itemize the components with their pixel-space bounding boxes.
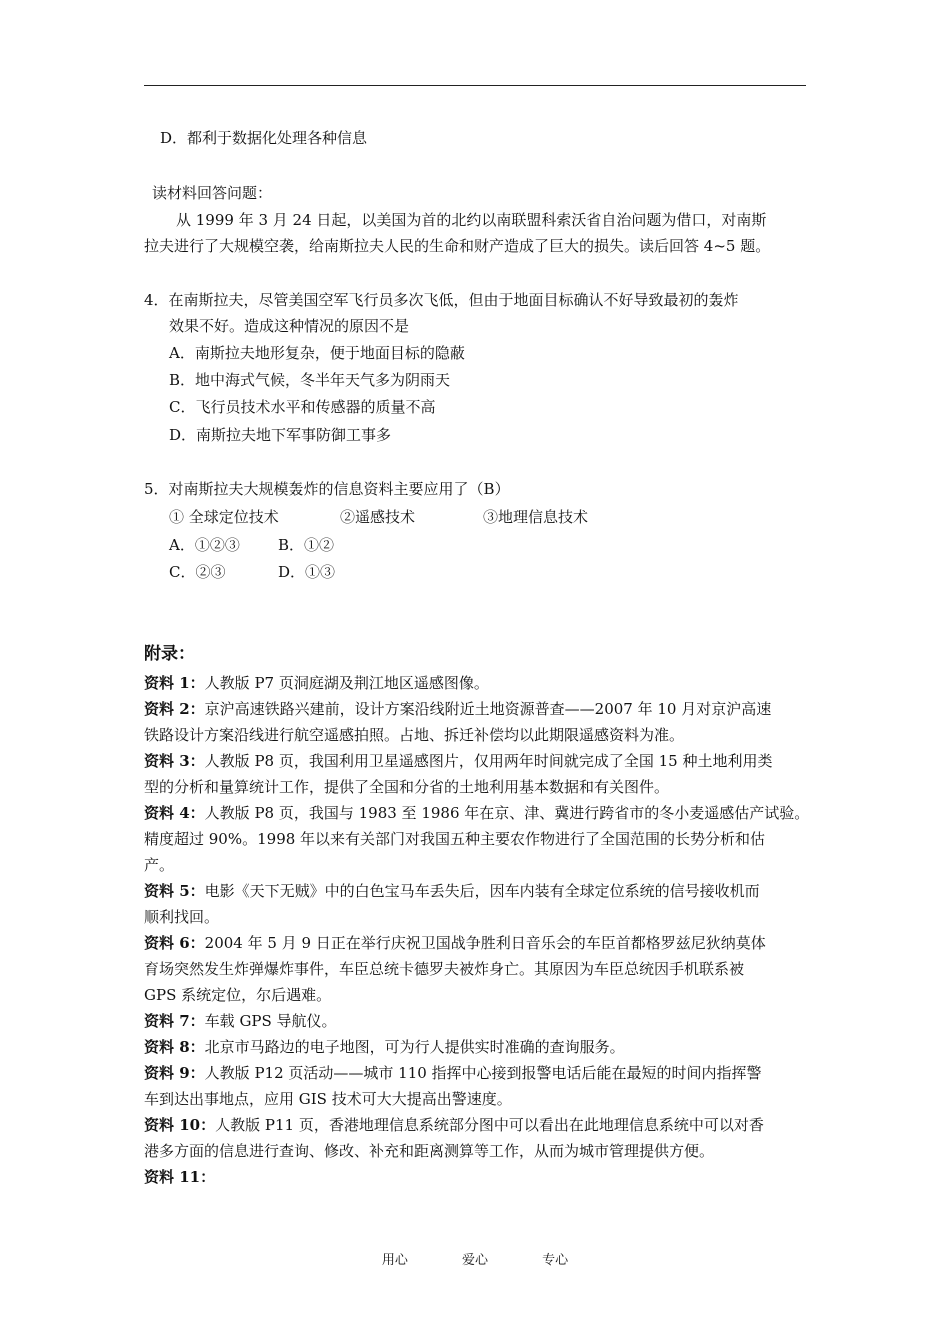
appendix-item-text: 人教版 P11 页，香港地理信息系统部分图中可以看出在此地理信息系统中可以对香	[215, 1116, 764, 1134]
q3-option-d: D．都利于数据化处理各种信息	[160, 129, 368, 147]
appendix-item-2-line-1	[144, 699, 771, 719]
appendix-item-text: 电影《天下无贼》中的白色宝马车丢失后，因车内装有全球定位系统的信号接收机而	[204, 882, 760, 900]
appendix-item-label: 资料 3：	[144, 752, 205, 770]
appendix-item-4-line-2	[144, 829, 765, 849]
appendix-item-label: 资料 10：	[144, 1116, 216, 1134]
footer-word-2: 爱心	[461, 1253, 488, 1268]
appendix-item-7-line-1	[144, 1011, 337, 1031]
appendix-item-text: 铁路设计方案沿线进行航空遥感拍照。占地、拆迁补偿均以此期限遥感资料为准。	[144, 726, 685, 744]
appendix-item-11-line-1	[144, 1167, 215, 1187]
appendix-item-text: 人教版 P12 页活动——城市 110 指挥中心接到报警电话后能在最短的时间内指挥警	[204, 1064, 762, 1082]
material-intro: 读材料回答问题：	[152, 184, 273, 202]
q5-option-c: C．②③	[169, 563, 226, 581]
appendix-item-text: 育场突然发生炸弹爆炸事件，车臣总统卡德罗夫被炸身亡。其原因为车臣总统因手机联系被	[144, 960, 745, 978]
appendix-item-1-line-1	[144, 673, 489, 693]
q4-stem-line2: 效果不好。造成这种情况的原因不是	[169, 317, 410, 335]
appendix-item-4-line-3	[144, 855, 174, 875]
appendix-item-6-line-2	[144, 959, 744, 979]
appendix-item-label: 资料 8：	[144, 1038, 205, 1056]
q4-option-b: B．地中海式气候，冬半年天气多为阴雨天	[169, 371, 451, 389]
q4-stem-line1: 4．在南斯拉夫，尽管美国空军飞行员多次飞低，但由于地面目标确认不好导致最初的轰炸	[144, 291, 739, 309]
q5-item-3: ③地理信息技术	[483, 508, 589, 526]
appendix-item-label: 资料 4：	[144, 804, 205, 822]
appendix-item-text: 2004 年 5 月 9 日正在举行庆祝卫国战争胜利日音乐会的车臣首都格罗兹尼狄纳莫体	[204, 934, 766, 952]
appendix-item-label: 资料 9：	[144, 1064, 205, 1082]
appendix-item-label: 资料 6：	[144, 934, 205, 952]
q4-option-d: D．南斯拉夫地下军事防御工事多	[169, 426, 392, 444]
page-footer	[0, 1249, 950, 1268]
appendix-item-5-line-2	[144, 907, 219, 927]
appendix-item-text: 北京市马路边的电子地图，可为行人提供实时准确的查询服务。	[204, 1038, 625, 1056]
appendix-item-3-line-1	[144, 751, 772, 771]
appendix-title: 附录：	[144, 644, 195, 664]
appendix-item-text: 港多方面的信息进行查询、修改、补充和距离测算等工作，从而为城市管理提供方便。	[144, 1142, 715, 1160]
appendix-item-text: 车载 GPS 导航仪。	[204, 1012, 337, 1030]
q5-option-a: A．①②③	[169, 536, 240, 554]
material-para-line2: 拉夫进行了大规模空袭，给南斯拉夫人民的生命和财产造成了巨大的损失。读后回答 4~5 题。	[144, 237, 771, 255]
q5-item-1: ① 全球定位技术	[169, 508, 279, 526]
appendix-item-text: 顺利找回。	[144, 908, 220, 926]
appendix-item-4-line-1	[144, 803, 809, 823]
footer-word-1: 用心	[381, 1253, 408, 1268]
appendix-item-9-line-1	[144, 1063, 762, 1083]
q5-stem: 5．对南斯拉夫大规模轰炸的信息资料主要应用了（B）	[144, 480, 510, 498]
appendix-item-text: 车到达出事地点，应用 GIS 技术可大大提高出警速度。	[144, 1090, 512, 1108]
appendix-item-9-line-2	[144, 1089, 512, 1109]
appendix-item-text: 人教版 P8 页，我国利用卫星遥感图片，仅用两年时间就完成了全国 15 种土地利用类	[204, 752, 773, 770]
appendix-item-5-line-1	[144, 881, 760, 901]
appendix-item-8-line-1	[144, 1037, 625, 1057]
appendix-item-text: 精度超过 90%。1998 年以来有关部门对我国五种主要农作物进行了全国范围的长势分析和估	[144, 830, 766, 848]
q4-option-a: A．南斯拉夫地形复杂，便于地面目标的隐蔽	[169, 344, 465, 362]
appendix-item-2-line-2	[144, 725, 684, 745]
appendix-item-text: 型的分析和量算统计工作，提供了全国和分省的土地利用基本数据和有关图件。	[144, 778, 670, 796]
appendix-item-label: 资料 1：	[144, 674, 205, 692]
appendix-item-text: 京沪高速铁路兴建前，设计方案沿线附近土地资源普查——2007 年 10 月对京沪高速	[204, 700, 772, 718]
appendix-item-text: 人教版 P8 页，我国与 1983 至 1986 年在京、津、冀进行跨省市的冬小麦遥感估产试验。	[204, 804, 810, 822]
q5-option-b: B．①②	[278, 536, 335, 554]
header-rule	[144, 85, 806, 86]
appendix-item-label: 资料 2：	[144, 700, 205, 718]
appendix-item-label: 资料 5：	[144, 882, 205, 900]
appendix-item-text: GPS 系统定位，尔后遇难。	[144, 986, 332, 1004]
q5-item-2: ②遥感技术	[340, 508, 416, 526]
appendix-item-10-line-1	[144, 1115, 764, 1135]
appendix-item-text: 产。	[144, 856, 175, 874]
appendix-item-10-line-2	[144, 1141, 714, 1161]
appendix-item-6-line-1	[144, 933, 766, 953]
material-para-line1: 从 1999 年 3 月 24 日起，以美国为首的北约以南联盟科索沃省自治问题为借口，对南斯	[176, 211, 767, 229]
appendix-item-label: 资料 7：	[144, 1012, 205, 1030]
appendix-item-label: 资料 11：	[144, 1168, 216, 1186]
q4-option-c: C．飞行员技术水平和传感器的质量不高	[169, 398, 436, 416]
q5-option-d: D．①③	[278, 563, 336, 581]
appendix-item-text: 人教版 P7 页洞庭湖及荆江地区遥感图像。	[204, 674, 489, 692]
appendix-item-6-line-3	[144, 985, 331, 1005]
appendix-item-3-line-2	[144, 777, 669, 797]
footer-word-3: 专心	[542, 1253, 569, 1268]
